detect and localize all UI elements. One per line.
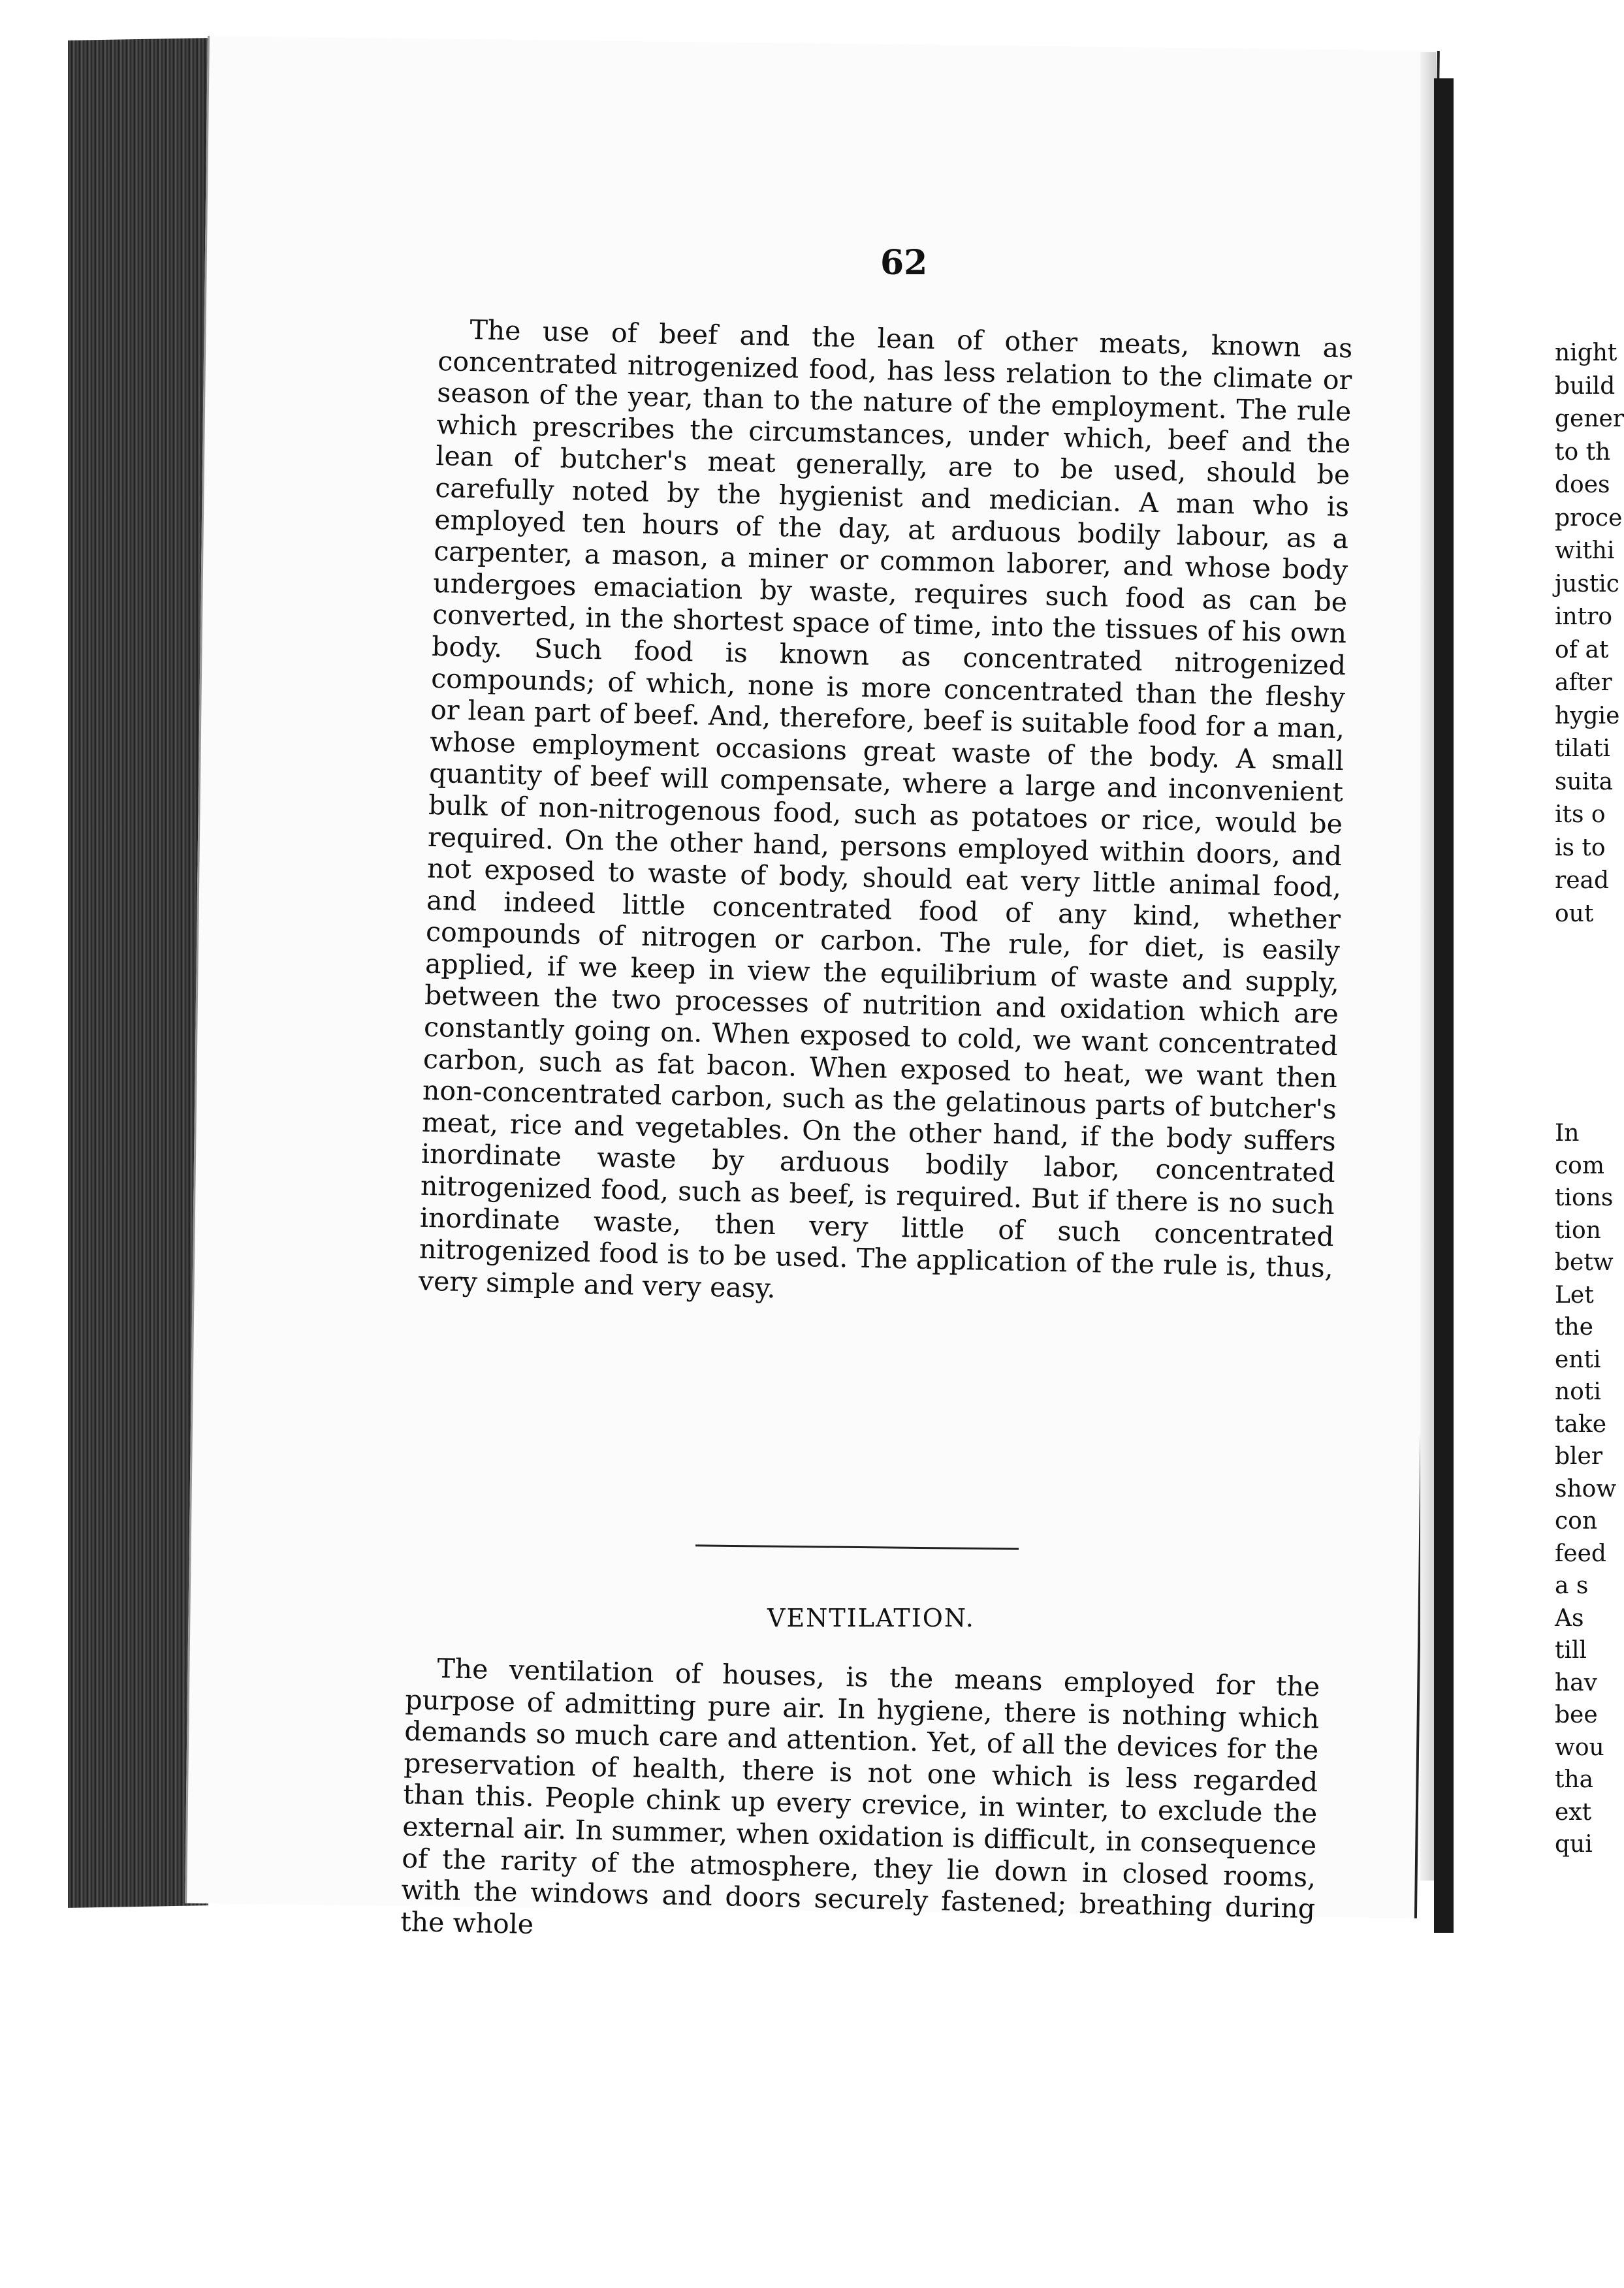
next-page-line: hygie [1555, 702, 1620, 729]
paragraph-ventilation: The ventilation of houses, is the means employed for the purpose of admitting pure air. In hygiene, there is nothing which demands so much care and attention. Yet, of all the devices for the preservation of health, there is not one which is less regarded than this. People chink up every crevice, in winter, to exclude the external air. In summer, when oxidation is difficult, in consequence of the rarity of the atmosphere, they lie down in closed rooms, with the windows and doors securely fastened; breathing during the whole [400, 1653, 1320, 1940]
next-page-line: to th [1555, 438, 1611, 466]
next-page-line: Let [1555, 1281, 1594, 1309]
next-page-line: wou [1555, 1734, 1604, 1761]
next-page-line: night [1555, 340, 1617, 366]
next-page-line: com [1555, 1152, 1604, 1179]
next-page-line: after [1555, 669, 1612, 696]
next-page-line: intro [1555, 603, 1613, 630]
next-page-fragment [1454, 0, 1624, 2288]
next-page-line: tion [1555, 1216, 1601, 1244]
next-page-line: tions [1555, 1184, 1614, 1211]
next-page-line: tilati [1555, 735, 1610, 762]
next-page-line: out [1555, 900, 1594, 927]
next-page-line: enti [1555, 1346, 1601, 1373]
next-page-line: does [1555, 471, 1610, 498]
body-text-diet [418, 313, 1352, 1316]
next-page-line: In [1555, 1120, 1580, 1147]
next-page-line: bee [1555, 1702, 1598, 1728]
next-page-line: the [1555, 1314, 1593, 1341]
page-number: 62 [880, 243, 928, 283]
paragraph-diet: The use of beef and the lean of other meats, known as concentrated nitrogenized food, has less relation to the climate or season of the year, than to the nature of the employment. The rule which prescribes the circumstances, under which, beef and the lean of butcher's meat generally, are to be used, should be carefully noted by the hygienist and medician. A man who is employed ten hours of the day, at arduous bodily labour, as a carpenter, a mason, a miner or common laborer, and whose body undergoes emaciation by waste, requires such food as can be converted, in the shortest space of time, into the tissues of his own body. Such food is known as concentrated nitrogenized compounds; of which, none is more concentrated than the fleshy or lean part of beef. And, therefore, beef is suitable food for a man, whose employment occasions great waste of the body. A small quantity of beef will compensate, where a large and inconvenient bulk of non-nitrogenous food, such as potatoes or rice, would be required. On the other hand, persons employed within doors, and not exposed to waste of body, should eat very little animal food, and indeed little concentrated food of any kind, whether compounds of nitrogen or carbon. The rule, for diet, is easily applied, if we keep in view the equilibrium of waste and supply, between the two processes of nutrition and oxidation which are constantly going on. When exposed to cold, we want concentrated carbon, such as fat bacon. When exposed to heat, we want then non-concentrated carbon, such as the gelatinous parts of butcher's meat, rice and vegetables. On the other hand, if the body suffers inordinate waste by arduous bodily labor, concentrated nitrogenized food, such as beef, is required. But if there is no such inordinate waste, then very little of such concentrated nitrogenized food is to be used. The application of the rule is, thus, very simple and very easy. [418, 314, 1353, 1304]
next-page-line: hav [1555, 1669, 1597, 1696]
next-page-line: qui [1555, 1831, 1593, 1858]
next-page-line: betw [1555, 1249, 1614, 1276]
next-page-line: show [1555, 1475, 1617, 1502]
book-gutter [1434, 78, 1454, 1933]
next-page-line: noti [1555, 1378, 1601, 1405]
next-page-line: As [1555, 1604, 1584, 1632]
book-page-edges [68, 38, 208, 1908]
next-page-line: of at [1555, 636, 1609, 663]
next-page-line: feed [1555, 1540, 1606, 1567]
next-page-line: a s [1555, 1572, 1589, 1599]
next-page-line: till [1555, 1637, 1587, 1664]
next-page-line: read [1555, 867, 1610, 894]
next-page-line: withi [1555, 537, 1615, 564]
next-page-line: proce [1555, 504, 1623, 532]
next-page-line: suita [1555, 768, 1614, 795]
next-page-line: tha [1555, 1766, 1594, 1793]
next-page-line: con [1555, 1508, 1598, 1534]
next-page-line: ext [1555, 1798, 1592, 1826]
next-page-line: take [1555, 1410, 1607, 1438]
next-page-line: build [1555, 372, 1616, 400]
background-left [0, 0, 68, 2288]
next-page-line: bler [1555, 1443, 1603, 1470]
next-page-line: justic [1555, 570, 1619, 597]
next-page-line: is to [1555, 834, 1606, 861]
next-page-line: its o [1555, 801, 1606, 828]
body-text-ventilation [400, 1652, 1320, 1957]
section-title-ventilation: VENTILATION. [767, 1604, 975, 1632]
next-page-line: gener [1555, 405, 1624, 432]
